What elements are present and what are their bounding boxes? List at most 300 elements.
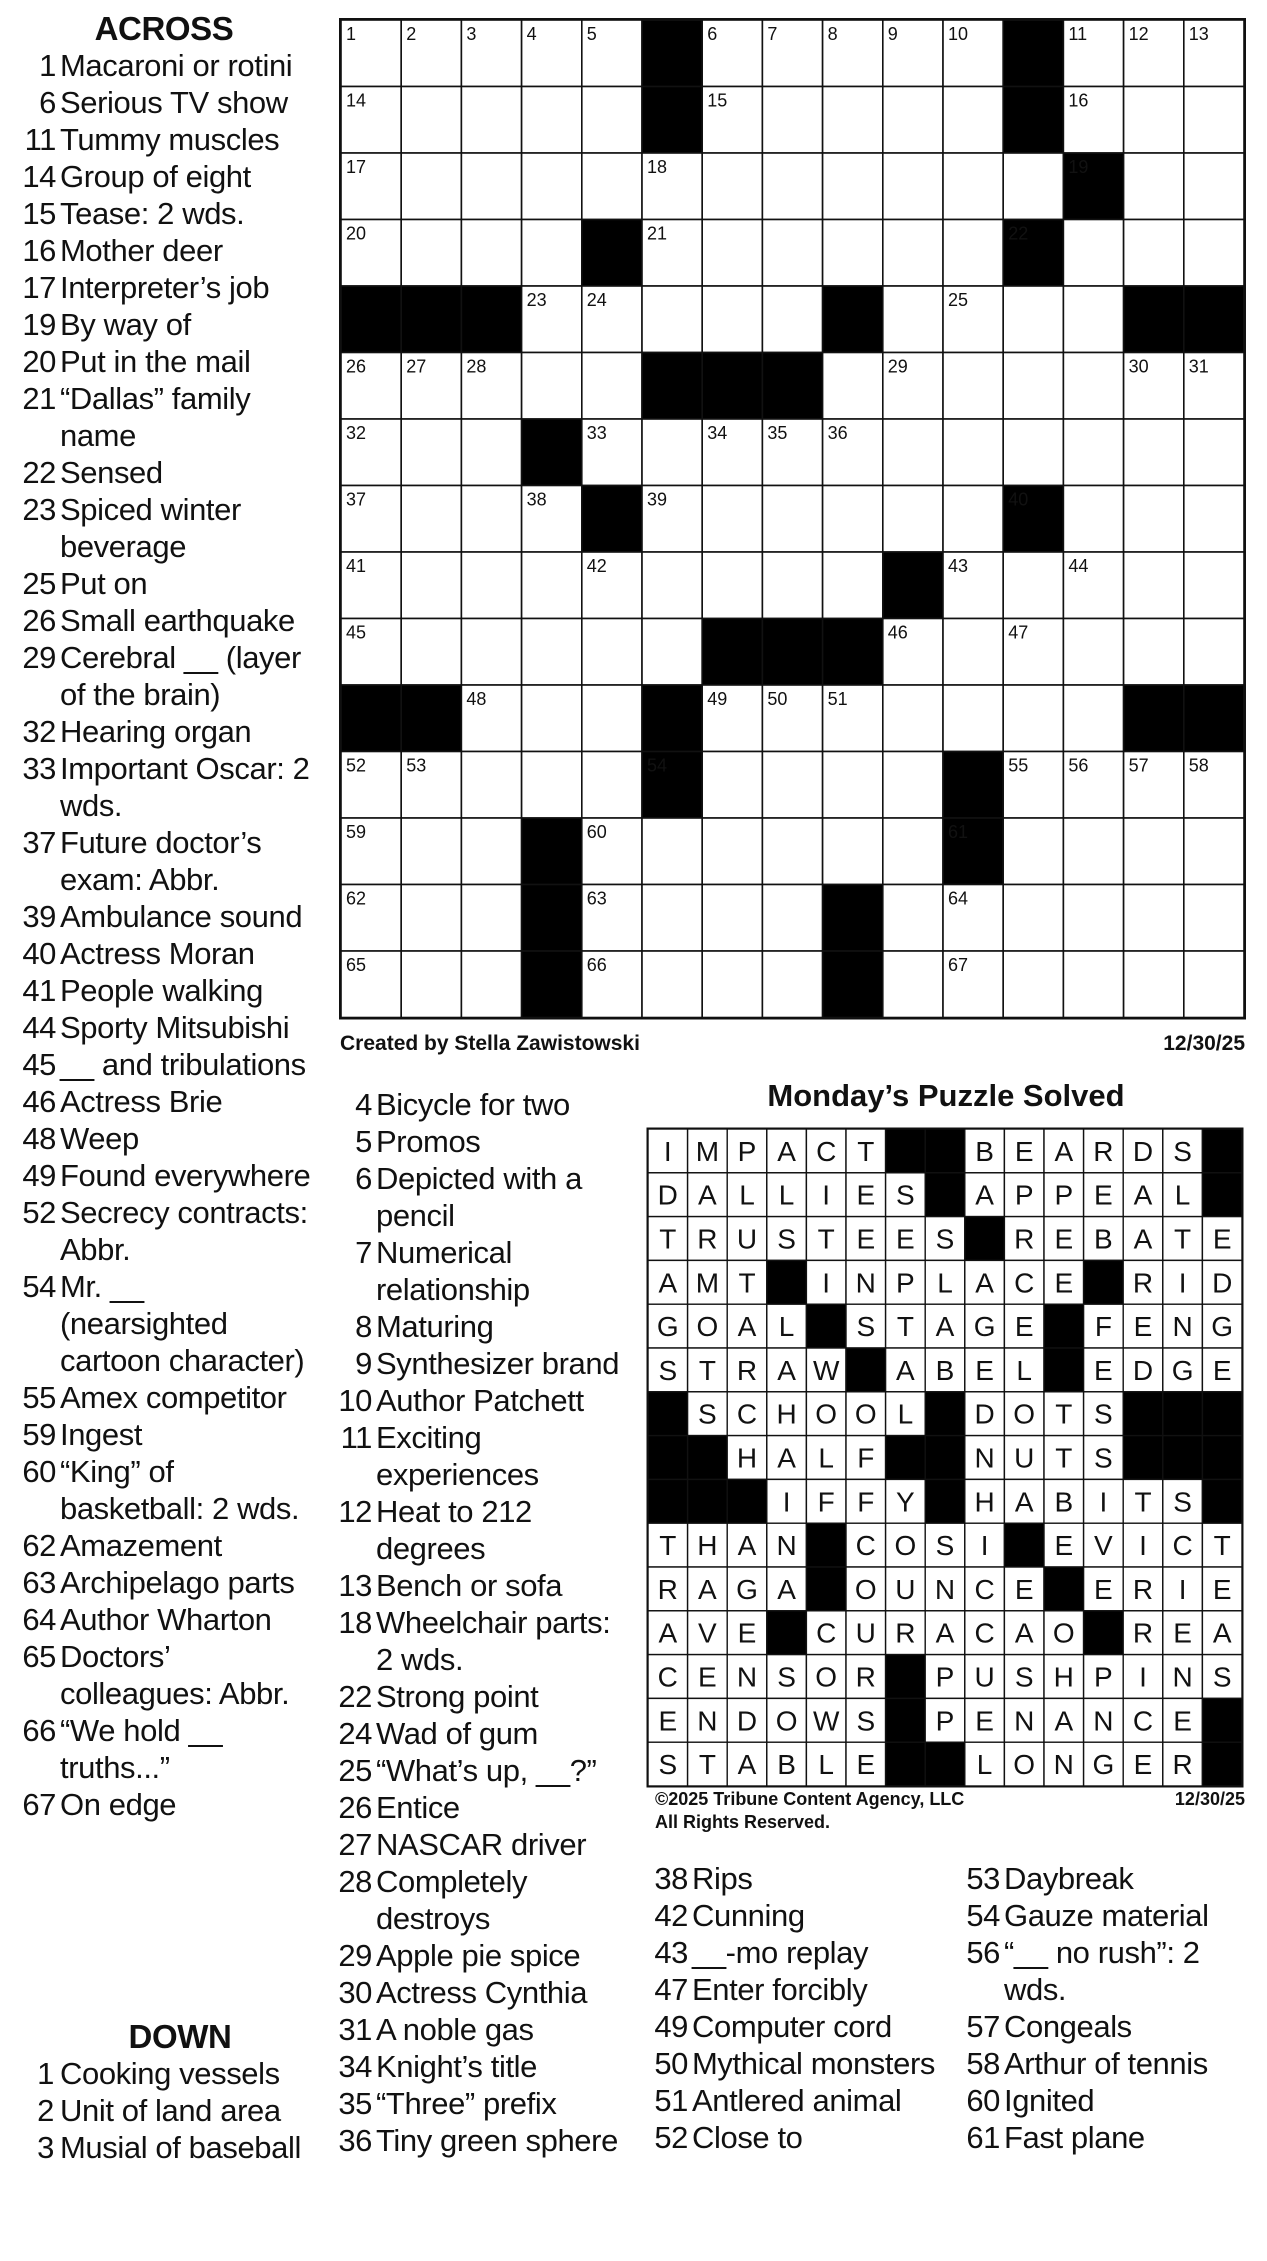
clue-number: 51 bbox=[654, 2083, 688, 2118]
clue-down-col2-9 bbox=[330, 1345, 620, 1382]
solved-letter: A bbox=[737, 1530, 757, 1562]
clue-number: 12 bbox=[338, 1494, 372, 1529]
clue-text: __-mo replay bbox=[692, 1935, 869, 1970]
clue-number: 41 bbox=[22, 973, 56, 1008]
grid-cell[interactable] bbox=[461, 951, 521, 1018]
grid-cell[interactable] bbox=[823, 220, 883, 287]
grid-cell[interactable] bbox=[522, 752, 582, 819]
solved-letter: I bbox=[980, 1530, 989, 1562]
grid-cell[interactable] bbox=[1124, 153, 1184, 220]
grid-cell[interactable] bbox=[883, 818, 943, 885]
clue-number: 46 bbox=[22, 1084, 56, 1119]
grid-cell[interactable] bbox=[401, 486, 461, 553]
cell-number: 26 bbox=[346, 356, 367, 377]
grid-cell[interactable] bbox=[401, 153, 461, 220]
clue-text: Musial of baseball bbox=[60, 2130, 301, 2165]
grid-cell[interactable] bbox=[823, 153, 883, 220]
solved-letter: U bbox=[974, 1661, 995, 1693]
black-square bbox=[762, 619, 822, 686]
grid-cell[interactable] bbox=[401, 552, 461, 619]
cell-number: 61 bbox=[948, 822, 969, 842]
grid-cell[interactable] bbox=[762, 286, 822, 353]
solved-letter: P bbox=[1054, 1179, 1074, 1211]
solved-letter: D bbox=[657, 1179, 678, 1211]
grid-cell[interactable] bbox=[1124, 486, 1184, 553]
solved-letter: G bbox=[1171, 1354, 1194, 1386]
cell-number: 13 bbox=[1188, 24, 1209, 44]
down-clue-list-4 bbox=[958, 1860, 1258, 2156]
crossword-grid bbox=[339, 18, 1246, 1022]
cell-number: 33 bbox=[586, 423, 607, 443]
clue-down-col4-57 bbox=[958, 2008, 1258, 2045]
solved-letter: B bbox=[1094, 1223, 1113, 1255]
grid-cell[interactable] bbox=[461, 153, 521, 220]
grid-cell[interactable] bbox=[823, 818, 883, 885]
grid-cell[interactable] bbox=[1003, 685, 1063, 752]
grid-cell[interactable] bbox=[1184, 619, 1244, 686]
cell-number: 49 bbox=[707, 689, 728, 709]
solved-letter: I bbox=[822, 1267, 831, 1299]
grid-cell[interactable] bbox=[522, 552, 582, 619]
grid-cell[interactable] bbox=[943, 619, 1003, 686]
cell-number: 2 bbox=[406, 24, 417, 44]
clue-text: Group of eight bbox=[60, 159, 251, 194]
clue-text: Daybreak bbox=[1004, 1861, 1134, 1896]
grid-cell[interactable] bbox=[1063, 885, 1123, 952]
grid-cell[interactable] bbox=[1063, 220, 1123, 287]
solved-letter: N bbox=[1172, 1661, 1193, 1693]
solved-letter: E bbox=[856, 1223, 876, 1255]
cell-number: 46 bbox=[887, 622, 908, 643]
grid-cell[interactable] bbox=[522, 685, 582, 752]
solved-letter: P bbox=[1094, 1661, 1113, 1693]
solved-black-square bbox=[846, 1348, 886, 1392]
grid-cell[interactable] bbox=[522, 220, 582, 287]
clue-down-col4-61 bbox=[958, 2119, 1258, 2156]
clue-number: 24 bbox=[338, 1716, 372, 1751]
black-square bbox=[823, 619, 883, 686]
clue-text: Maturing bbox=[376, 1309, 494, 1344]
grid-cell[interactable] bbox=[461, 619, 521, 686]
grid-cell[interactable] bbox=[642, 951, 702, 1018]
grid-cell[interactable] bbox=[762, 153, 822, 220]
grid-cell[interactable] bbox=[401, 419, 461, 486]
clue-across-17 bbox=[14, 269, 314, 306]
grid-cell[interactable] bbox=[823, 752, 883, 819]
grid-cell[interactable] bbox=[1124, 419, 1184, 486]
clue-down-col2-29 bbox=[330, 1937, 620, 1974]
cell-number: 53 bbox=[406, 755, 427, 776]
solved-letter: T bbox=[817, 1223, 835, 1255]
black-square bbox=[522, 419, 582, 486]
grid-cell[interactable] bbox=[762, 951, 822, 1018]
grid-cell[interactable] bbox=[702, 885, 762, 952]
grid-cell[interactable] bbox=[1184, 419, 1244, 486]
clue-text: Amex competitor bbox=[60, 1380, 287, 1415]
clue-number: 28 bbox=[338, 1864, 372, 1899]
solved-letter: S bbox=[1094, 1398, 1113, 1430]
grid-cell[interactable] bbox=[943, 220, 1003, 287]
solved-black-square bbox=[925, 1479, 965, 1523]
grid-cell[interactable] bbox=[762, 752, 822, 819]
clue-number: 67 bbox=[22, 1787, 56, 1822]
grid-cell[interactable] bbox=[1124, 885, 1184, 952]
clue-down-col4-54 bbox=[958, 1897, 1258, 1934]
grid-cell[interactable] bbox=[582, 685, 642, 752]
grid-cell[interactable] bbox=[1124, 818, 1184, 885]
grid-cell[interactable] bbox=[582, 353, 642, 420]
grid-cell[interactable] bbox=[1063, 685, 1123, 752]
clue-number: 1 bbox=[37, 2056, 54, 2091]
clue-number: 56 bbox=[966, 1935, 1000, 1970]
clue-across-29 bbox=[14, 639, 314, 713]
grid-cell[interactable] bbox=[883, 419, 943, 486]
grid-cell[interactable] bbox=[702, 486, 762, 553]
grid-cell[interactable] bbox=[702, 951, 762, 1018]
cell-number: 65 bbox=[346, 955, 367, 975]
grid-cell[interactable] bbox=[702, 818, 762, 885]
cell-number: 19 bbox=[1068, 157, 1089, 177]
clue-across-46 bbox=[14, 1083, 314, 1120]
solved-letter: R bbox=[895, 1617, 916, 1649]
black-square bbox=[1184, 685, 1244, 752]
clue-text: A noble gas bbox=[376, 2012, 534, 2047]
cell-number: 27 bbox=[406, 356, 427, 377]
solved-black-square bbox=[1123, 1392, 1163, 1436]
solved-letter: O bbox=[696, 1311, 719, 1343]
clue-text: Cunning bbox=[692, 1898, 805, 1933]
grid-cell[interactable] bbox=[582, 752, 642, 819]
down-clues-col1 bbox=[30, 2018, 330, 2166]
cell-number: 7 bbox=[767, 24, 778, 44]
grid-cell[interactable] bbox=[1003, 419, 1063, 486]
clue-number: 52 bbox=[654, 2120, 688, 2155]
clue-down-col3-43 bbox=[646, 1934, 946, 1971]
grid-cell[interactable] bbox=[823, 353, 883, 420]
solved-letter: A bbox=[935, 1617, 955, 1649]
grid-cell[interactable] bbox=[642, 286, 702, 353]
solved-black-square bbox=[886, 1698, 926, 1742]
clue-number: 50 bbox=[654, 2046, 688, 2081]
clue-down-col4-53 bbox=[958, 1860, 1258, 1897]
clue-text: Spiced winter beverage bbox=[60, 492, 241, 564]
grid-cell[interactable] bbox=[1124, 552, 1184, 619]
cell-number: 14 bbox=[346, 90, 367, 111]
grid-cell[interactable] bbox=[1063, 286, 1123, 353]
down-heading: DOWN bbox=[128, 2018, 232, 2055]
clue-text: Weep bbox=[60, 1121, 139, 1156]
grid-cell[interactable] bbox=[883, 752, 943, 819]
grid-cell[interactable] bbox=[883, 153, 943, 220]
grid-cell[interactable] bbox=[461, 419, 521, 486]
clue-across-49 bbox=[14, 1157, 314, 1194]
grid-cell[interactable] bbox=[1063, 486, 1123, 553]
solved-letter: B bbox=[975, 1135, 994, 1167]
solved-letter: E bbox=[1133, 1311, 1153, 1343]
grid-cell[interactable] bbox=[1184, 153, 1244, 220]
solved-black-square bbox=[688, 1479, 728, 1523]
puzzle-date: 12/30/25 bbox=[1163, 1032, 1245, 1055]
grid-cell[interactable] bbox=[702, 752, 762, 819]
solved-letter: E bbox=[1133, 1749, 1153, 1781]
grid-cell[interactable] bbox=[461, 87, 521, 154]
grid-cell[interactable] bbox=[642, 552, 702, 619]
clue-across-65 bbox=[14, 1638, 314, 1712]
black-square bbox=[943, 752, 1003, 819]
solved-letter: A bbox=[777, 1573, 796, 1605]
solved-letter: T bbox=[857, 1135, 875, 1167]
grid-cell[interactable] bbox=[1003, 552, 1063, 619]
grid-cell[interactable] bbox=[943, 353, 1003, 420]
solved-letter: M bbox=[695, 1135, 720, 1167]
solved-letter: E bbox=[856, 1179, 876, 1211]
cell-number: 59 bbox=[346, 822, 367, 842]
solved-letter: A bbox=[698, 1179, 717, 1211]
grid-cell[interactable] bbox=[1063, 419, 1123, 486]
solved-letter: A bbox=[1133, 1223, 1153, 1255]
solved-letter: T bbox=[1055, 1398, 1073, 1430]
clue-across-33 bbox=[14, 750, 314, 824]
grid-cell[interactable] bbox=[1184, 951, 1244, 1018]
grid-cell[interactable] bbox=[883, 951, 943, 1018]
solved-letter: D bbox=[1132, 1354, 1154, 1386]
cell-number: 1 bbox=[346, 24, 357, 44]
grid-cell[interactable] bbox=[1124, 951, 1184, 1018]
cell-number: 48 bbox=[466, 689, 487, 709]
grid-cell[interactable] bbox=[642, 419, 702, 486]
grid-cell[interactable] bbox=[522, 619, 582, 686]
solved-letter: S bbox=[856, 1311, 876, 1343]
clue-across-20 bbox=[14, 343, 314, 380]
grid-cell[interactable] bbox=[702, 153, 762, 220]
cell-number: 31 bbox=[1188, 356, 1209, 377]
grid-cell[interactable] bbox=[582, 153, 642, 220]
grid-cell[interactable] bbox=[642, 818, 702, 885]
solved-letter: N bbox=[736, 1661, 758, 1693]
clue-number: 26 bbox=[22, 603, 56, 638]
clue-across-19 bbox=[14, 306, 314, 343]
grid-cell[interactable] bbox=[1003, 885, 1063, 952]
clue-text: Author Patchett bbox=[376, 1383, 584, 1418]
grid-cell[interactable] bbox=[582, 619, 642, 686]
solved-letter: O bbox=[1052, 1617, 1075, 1649]
clue-number: 61 bbox=[966, 2120, 1000, 2155]
grid-cell[interactable] bbox=[522, 87, 582, 154]
grid-cell[interactable] bbox=[762, 486, 822, 553]
clue-number: 62 bbox=[22, 1528, 56, 1563]
cell-number: 5 bbox=[586, 24, 597, 44]
solved-letter: U bbox=[1014, 1442, 1035, 1474]
grid-cell[interactable] bbox=[823, 87, 883, 154]
solved-letter: C bbox=[816, 1617, 837, 1649]
grid-cell[interactable] bbox=[1184, 220, 1244, 287]
grid-cell[interactable] bbox=[1184, 818, 1244, 885]
grid-cell[interactable] bbox=[762, 885, 822, 952]
grid-cell[interactable] bbox=[461, 552, 521, 619]
clue-text: Gauze material bbox=[1004, 1898, 1209, 1933]
solved-letter: N bbox=[1172, 1311, 1193, 1343]
solved-letter: O bbox=[815, 1398, 838, 1430]
clue-number: 25 bbox=[22, 566, 56, 601]
solved-date: 12/30/25 bbox=[1174, 1789, 1245, 1809]
clue-number: 55 bbox=[22, 1380, 56, 1415]
solved-letter: A bbox=[1133, 1179, 1153, 1211]
solved-black-square bbox=[1084, 1611, 1124, 1655]
grid-cell[interactable] bbox=[943, 419, 1003, 486]
solved-letter: U bbox=[736, 1223, 758, 1255]
grid-cell[interactable] bbox=[1003, 818, 1063, 885]
rights-line: All Rights Reserved. bbox=[655, 1812, 831, 1832]
grid-cell[interactable] bbox=[702, 286, 762, 353]
clue-text: “What’s up, __?” bbox=[376, 1753, 597, 1788]
grid-cell[interactable] bbox=[522, 153, 582, 220]
clue-text: “We hold __ truths...” bbox=[60, 1713, 223, 1785]
grid-cell[interactable] bbox=[461, 818, 521, 885]
clue-across-41 bbox=[14, 972, 314, 1009]
solved-letter: S bbox=[1014, 1661, 1034, 1693]
grid-cell[interactable] bbox=[642, 619, 702, 686]
grid-cell[interactable] bbox=[401, 87, 461, 154]
clue-text: Numerical relationship bbox=[376, 1235, 530, 1307]
solved-letter: E bbox=[1173, 1617, 1192, 1649]
grid-cell[interactable] bbox=[883, 87, 943, 154]
grid-cell[interactable] bbox=[461, 752, 521, 819]
clue-across-26 bbox=[14, 602, 314, 639]
grid-cell[interactable] bbox=[943, 87, 1003, 154]
grid-cell[interactable] bbox=[1063, 619, 1123, 686]
clue-number: 59 bbox=[22, 1417, 56, 1452]
grid-cell[interactable] bbox=[461, 220, 521, 287]
grid-cell[interactable] bbox=[1184, 885, 1244, 952]
solved-letter: E bbox=[1212, 1573, 1232, 1605]
clue-number: 49 bbox=[654, 2009, 688, 2044]
solved-title: Monday’s Puzzle Solved bbox=[767, 1078, 1125, 1113]
solved-letter: S bbox=[935, 1530, 955, 1562]
down-clues-col3 bbox=[646, 1860, 946, 2156]
clue-across-66 bbox=[14, 1712, 314, 1786]
grid-cell[interactable] bbox=[943, 685, 1003, 752]
black-square bbox=[401, 286, 461, 353]
grid-cell[interactable] bbox=[883, 885, 943, 952]
grid-cell[interactable] bbox=[883, 685, 943, 752]
grid-cell[interactable] bbox=[1003, 353, 1063, 420]
clue-across-15 bbox=[14, 195, 314, 232]
clue-number: 8 bbox=[355, 1309, 372, 1344]
cell-number: 32 bbox=[346, 423, 367, 443]
clue-number: 26 bbox=[338, 1790, 372, 1825]
grid-cell[interactable] bbox=[1063, 818, 1123, 885]
cell-number: 24 bbox=[586, 290, 607, 310]
grid-cell[interactable] bbox=[702, 552, 762, 619]
grid-cell[interactable] bbox=[1063, 951, 1123, 1018]
solved-letter: E bbox=[1014, 1135, 1034, 1167]
copyright-line: ©2025 Tribune Content Agency, LLC bbox=[655, 1789, 965, 1809]
solved-letter: A bbox=[1212, 1617, 1232, 1649]
clue-text: Antlered animal bbox=[692, 2083, 902, 2118]
grid-cell[interactable] bbox=[883, 220, 943, 287]
grid-cell[interactable] bbox=[401, 220, 461, 287]
cell-number: 17 bbox=[346, 157, 367, 177]
grid-cell[interactable] bbox=[823, 552, 883, 619]
clue-number: 43 bbox=[654, 1935, 688, 1970]
black-square bbox=[883, 552, 943, 619]
grid-cell[interactable] bbox=[401, 619, 461, 686]
grid-cell[interactable] bbox=[522, 353, 582, 420]
solved-letter: D bbox=[1212, 1267, 1233, 1299]
grid-cell[interactable] bbox=[702, 220, 762, 287]
solved-letter: G bbox=[1211, 1311, 1234, 1343]
grid-cell[interactable] bbox=[401, 951, 461, 1018]
solved-letter: S bbox=[1173, 1135, 1192, 1167]
clue-text: Ingest bbox=[60, 1417, 143, 1452]
grid-cell[interactable] bbox=[823, 486, 883, 553]
grid-cell[interactable] bbox=[883, 486, 943, 553]
solved-letter: H bbox=[736, 1442, 758, 1474]
grid-cell[interactable] bbox=[1124, 220, 1184, 287]
solved-black-square bbox=[1202, 1698, 1242, 1742]
grid-cell[interactable] bbox=[1184, 552, 1244, 619]
solved-black-square bbox=[688, 1436, 728, 1480]
grid-cell[interactable] bbox=[642, 885, 702, 952]
solved-letter: C bbox=[974, 1573, 995, 1605]
grid-cell[interactable] bbox=[1184, 486, 1244, 553]
clue-text: “Dallas” family name bbox=[60, 381, 251, 453]
clue-number: 9 bbox=[355, 1346, 372, 1381]
grid-cell[interactable] bbox=[401, 818, 461, 885]
grid-cell[interactable] bbox=[1184, 87, 1244, 154]
grid-cell[interactable] bbox=[943, 486, 1003, 553]
grid-cell[interactable] bbox=[1124, 87, 1184, 154]
solved-letter: A bbox=[975, 1267, 994, 1299]
grid-cell[interactable] bbox=[461, 885, 521, 952]
grid-cell[interactable] bbox=[1003, 951, 1063, 1018]
solved-letter: O bbox=[894, 1530, 917, 1562]
solved-letter: I bbox=[822, 1179, 831, 1211]
grid-cell[interactable] bbox=[1003, 153, 1063, 220]
clue-text: Serious TV show bbox=[60, 85, 288, 120]
clue-across-64 bbox=[14, 1601, 314, 1638]
solved-letter: A bbox=[896, 1354, 915, 1386]
clue-number: 60 bbox=[966, 2083, 1000, 2118]
grid-cell[interactable] bbox=[1063, 353, 1123, 420]
grid-cell[interactable] bbox=[762, 552, 822, 619]
grid-cell[interactable] bbox=[1003, 286, 1063, 353]
clue-text: Promos bbox=[376, 1124, 481, 1159]
clue-text: Tummy muscles bbox=[60, 122, 280, 157]
solved-letter: L bbox=[818, 1749, 834, 1781]
solved-letter: G bbox=[973, 1311, 996, 1343]
black-square bbox=[1003, 87, 1063, 154]
clue-text: Sporty Mitsubishi bbox=[60, 1010, 290, 1045]
clue-number: 2 bbox=[37, 2093, 54, 2128]
clue-text: Mr. __ (nearsighted cartoon character) bbox=[60, 1269, 305, 1378]
grid-cell[interactable] bbox=[943, 153, 1003, 220]
solved-letter: T bbox=[896, 1311, 914, 1343]
cell-number: 37 bbox=[346, 489, 367, 510]
grid-cell[interactable] bbox=[1124, 619, 1184, 686]
grid-cell[interactable] bbox=[461, 486, 521, 553]
grid-cell[interactable] bbox=[582, 87, 642, 154]
grid-cell[interactable] bbox=[762, 87, 822, 154]
grid-cell[interactable] bbox=[762, 220, 822, 287]
solved-letter: S bbox=[896, 1179, 915, 1211]
clue-text: Unit of land area bbox=[60, 2093, 281, 2128]
grid-cell[interactable] bbox=[762, 818, 822, 885]
solved-letter: L bbox=[778, 1179, 795, 1211]
cell-number: 11 bbox=[1068, 24, 1088, 44]
grid-cell[interactable] bbox=[883, 286, 943, 353]
grid-cell[interactable] bbox=[401, 885, 461, 952]
